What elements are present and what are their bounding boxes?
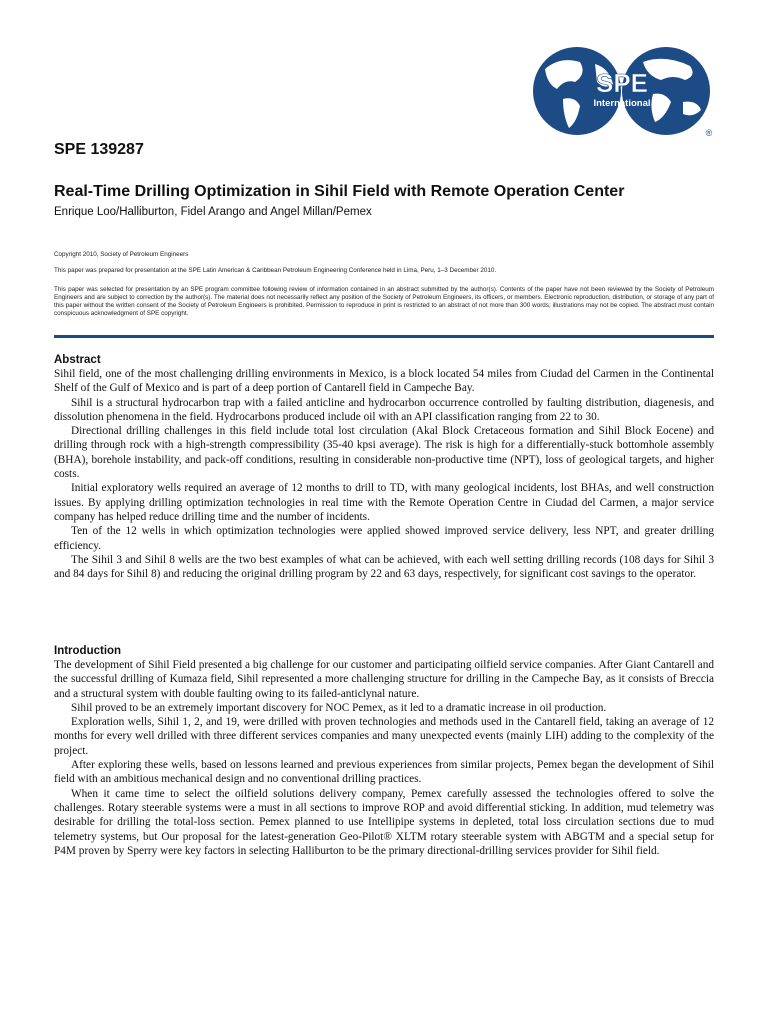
registered-icon: ® bbox=[705, 128, 713, 138]
paper-title: Real-Time Drilling Optimization in Sihil Field with Remote Operation Center bbox=[54, 183, 625, 200]
header-divider bbox=[54, 335, 714, 338]
spe-international-logo bbox=[525, 44, 720, 139]
abstract-paragraph: Ten of the 12 wells in which optimization technologies were applied showed improved service delivery, less NPT, and greater drilling efficiency. bbox=[54, 525, 714, 552]
introduction-paragraph: After exploring these wells, based on lessons learned and previous experiences from similar projects, Pemex began the development of Sihil field with an ambitious mechanical design and no conventional drilling practices. bbox=[54, 759, 714, 786]
introduction-paragraph: The development of Sihil Field presented a big challenge for our customer and participating oilfield service companies. After Giant Cantarell and the successful drilling of Kumaza field, Sihil represented a more challenging structure for drilling in the Campeche Bay, as it consists of Breccia and a structural system with double faulting owing to its failed-anticlynal nature. bbox=[54, 659, 714, 700]
introduction-paragraph: When it came time to select the oilfield solutions delivery company, Pemex carefully assessed the technologies offered to solve the challenges. Rotary steerable systems were a must in all sections to improve ROP and avoid differential sticking. In addition, mud telemetry was desirable for drilling the total-loss section. Pemex planned to use Intellipipe systems in depleted, total loss circulation sections due to mud telemetry systems, but Our proposal for the latest-generation Geo-Pilot® XLTM rotary steerable system with ABGTM and a special setup for P4M proven by Sperry were key factors in selecting Halliburton to be the primary directional-drilling services provider for Sihil field. bbox=[54, 787, 714, 857]
abstract-heading: Abstract bbox=[54, 354, 101, 366]
introduction-paragraph: Sihil proved to be an extremely important discovery for NOC Pemex, as it led to a dramatic increase in oil production. bbox=[71, 701, 607, 714]
introduction-paragraph: Exploration wells, Sihil 1, 2, and 19, were drilled with proven technologies and methods used in the Cantarell field, taking an average of 12 months for every well drilled with three different services companies and many unexpected events (mainly LIH) adding to the complexity of the project. bbox=[54, 716, 714, 757]
abstract-paragraph: The Sihil 3 and Sihil 8 wells are the two best examples of what can be achieved, with each well setting drilling records (108 days for Sihil 3 and 84 days for Sihil 8) and reducing the original drilling program by 22 and 63 days, respectively, for significant cost savings to the operator. bbox=[54, 553, 714, 581]
authors: Enrique Loo/Halliburton, Fidel Arango and Angel Millan/Pemex bbox=[54, 206, 372, 218]
paper-id: SPE 139287 bbox=[54, 141, 144, 158]
logo-text-spe: SPE bbox=[595, 68, 649, 98]
abstract-paragraph: Directional drilling challenges in this field include total lost circulation (Akal Block Cretaceous formation and Sihil Block Eocene) and drilling through rock with a high-strength compressibility (35-40 kpsi average). The risk is high for a differentially-stuck bottomhole assembly (BHA), borehole instability, and pack-off conditions, resulting in considerable non-productive time (NPT), loss of geological targets, and higher costs. bbox=[54, 425, 714, 481]
introduction-heading: Introduction bbox=[54, 645, 122, 657]
abstract-paragraph: Sihil is a structural hydrocarbon trap with a failed anticline and hydrocarbon occurrence controlled by faulting distribution, diagenesis, and dissolution phenomena in the field. Hydrocarbons produced include oil with an API classification ranging from 22 to 30. bbox=[54, 396, 714, 423]
abstract-section bbox=[54, 353, 714, 581]
logo-text-international: International bbox=[593, 98, 651, 109]
copyright-line: Copyright 2010, Society of Petroleum Engineers bbox=[54, 251, 189, 258]
prepared-notice: This paper was prepared for presentation at the SPE Latin American & Caribbean Petroleum Engineering Conference held in Lima, Peru, 1–3 December 2010. bbox=[54, 267, 497, 274]
introduction-section bbox=[54, 644, 714, 858]
abstract-paragraph: Initial exploratory wells required an average of 12 months to drill to TD, with many geological incidents, lost BHAs, and well construction issues. By applying drilling optimization technologies in real time with the Remote Operation Centre in Ciudad del Carmen, a major service company has helped reduce drilling time and the number of incidents. bbox=[54, 482, 714, 523]
selection-notice: This paper was selected for presentation by an SPE program committee following review of information contained in an abstract submitted by the author(s). Contents of the paper have not been reviewed by the Society of Petroleum Engineers and are subject to correction by the author(s). The material does not necessarily reflect any position of the Society of Petroleum Engineers, its officers, or members. Electronic reproduction, distribution, or storage of any part of this paper without the written consent of the Society of Petroleum Engineers is prohibited. Permission to reproduce in print is restricted to an abstract of not more than 300 words; illustrations may not be copied. The abstract must contain conspicuous acknowledgment of SPE copyright. bbox=[54, 286, 714, 317]
abstract-paragraph: Sihil field, one of the most challenging drilling environments in Mexico, is a block located 54 miles from Ciudad del Carmen in the Continental Shelf of the Gulf of Mexico and is part of a deep portion of Cantarell field in Campeche Bay. bbox=[54, 368, 714, 395]
